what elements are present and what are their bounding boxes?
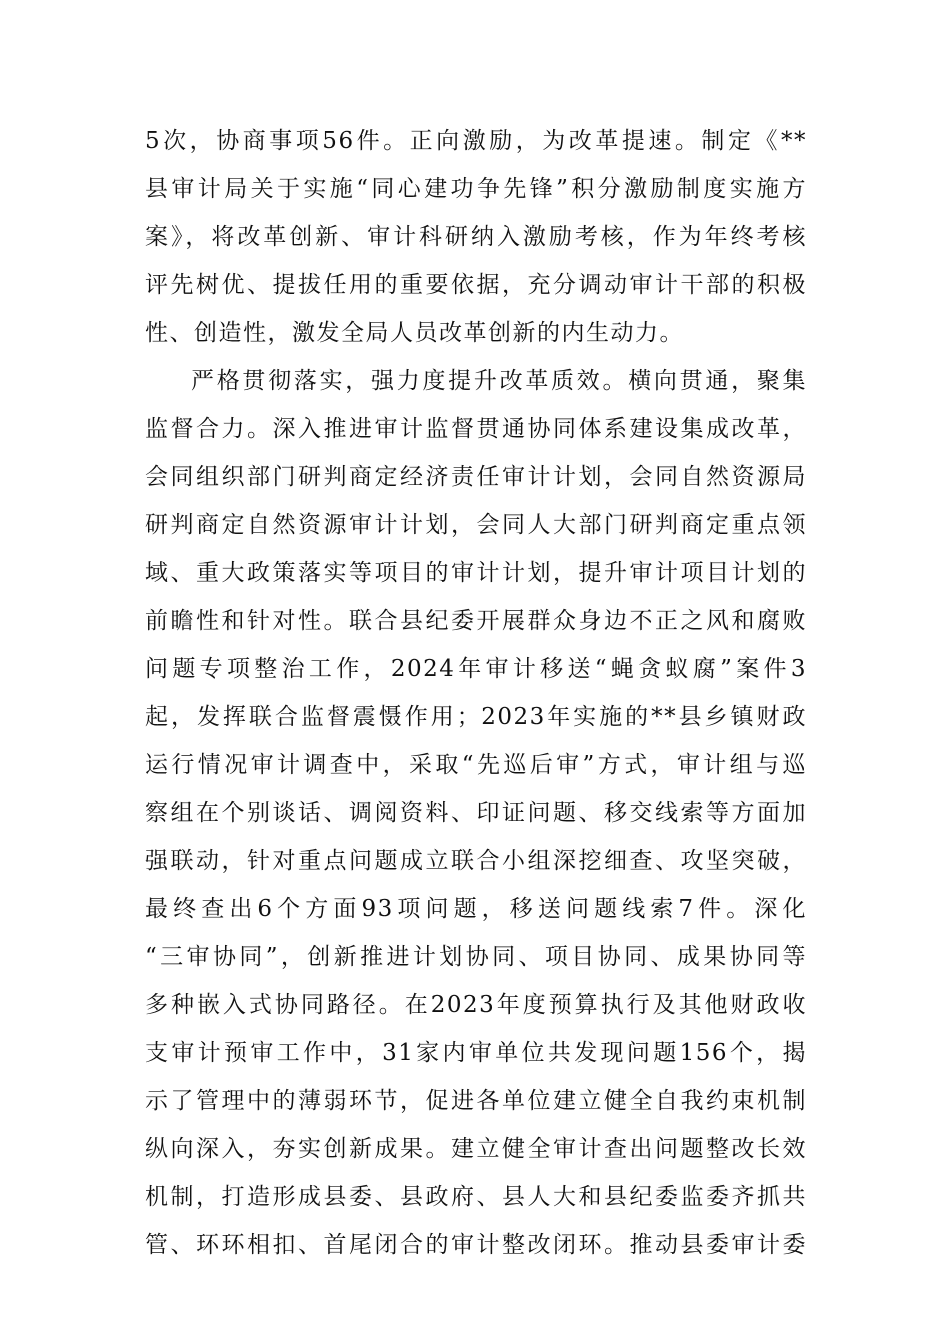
text-line: 多种嵌入式协同路径。在2023年度预算执行及其他财政收	[145, 992, 807, 1018]
text-line: 示了管理中的薄弱环节，促进各单位建立健全自我约束机制	[145, 1088, 807, 1114]
text-line: 研判商定自然资源审计计划，会同人大部门研判商定重点领	[145, 512, 807, 538]
paragraph-end-line: 性、创造性，激发全局人员改革创新的内生动力。	[145, 320, 684, 346]
text-line: 起，发挥联合监督震慑作用；2023年实施的**县乡镇财政	[145, 704, 807, 730]
text-line: 支审计预审工作中，31家内审单位共发现问题156个，揭	[145, 1040, 807, 1066]
text-line: 察组在个别谈话、调阅资料、印证问题、移交线索等方面加	[145, 800, 807, 826]
text-line: 5次，协商事项56件。正向激励，为改革提速。制定《**	[145, 128, 807, 154]
text-line: 问题专项整治工作，2024年审计移送“蝇贪蚁腐”案件3	[145, 656, 807, 682]
text-line: 案》，将改革创新、审计科研纳入激励考核，作为年终考核	[145, 224, 807, 250]
text-line: 县审计局关于实施“同心建功争先锋”积分激励制度实施方	[145, 176, 807, 202]
text-line: 纵向深入，夯实创新成果。建立健全审计查出问题整改长效	[145, 1136, 807, 1162]
text-line: 强联动，针对重点问题成立联合小组深挖细查、攻坚突破，	[145, 848, 807, 874]
text-line: “三审协同”，创新推进计划协同、项目协同、成果协同等	[145, 944, 807, 970]
text-line: 监督合力。深入推进审计监督贯通协同体系建设集成改革，	[145, 416, 807, 442]
text-line: 最终查出6个方面93项问题，移送问题线索7件。深化	[145, 896, 807, 922]
text-line: 前瞻性和针对性。联合县纪委开展群众身边不正之风和腐败	[145, 608, 807, 634]
text-line: 管、环环相扣、首尾闭合的审计整改闭环。推动县委审计委	[145, 1232, 807, 1258]
text-line: 机制，打造形成县委、县政府、县人大和县纪委监委齐抓共	[145, 1184, 807, 1210]
text-line: 运行情况审计调查中，采取“先巡后审”方式，审计组与巡	[145, 752, 807, 778]
paragraph-start-line: 严格贯彻落实，强力度提升改革质效。横向贯通，聚集	[191, 368, 807, 394]
text-line: 会同组织部门研判商定经济责任审计计划，会同自然资源局	[145, 464, 807, 490]
body-text	[145, 117, 807, 1269]
text-line: 域、重大政策落实等项目的审计计划，提升审计项目计划的	[145, 560, 807, 586]
text-line: 评先树优、提拔任用的重要依据，充分调动审计干部的积极	[145, 272, 807, 298]
